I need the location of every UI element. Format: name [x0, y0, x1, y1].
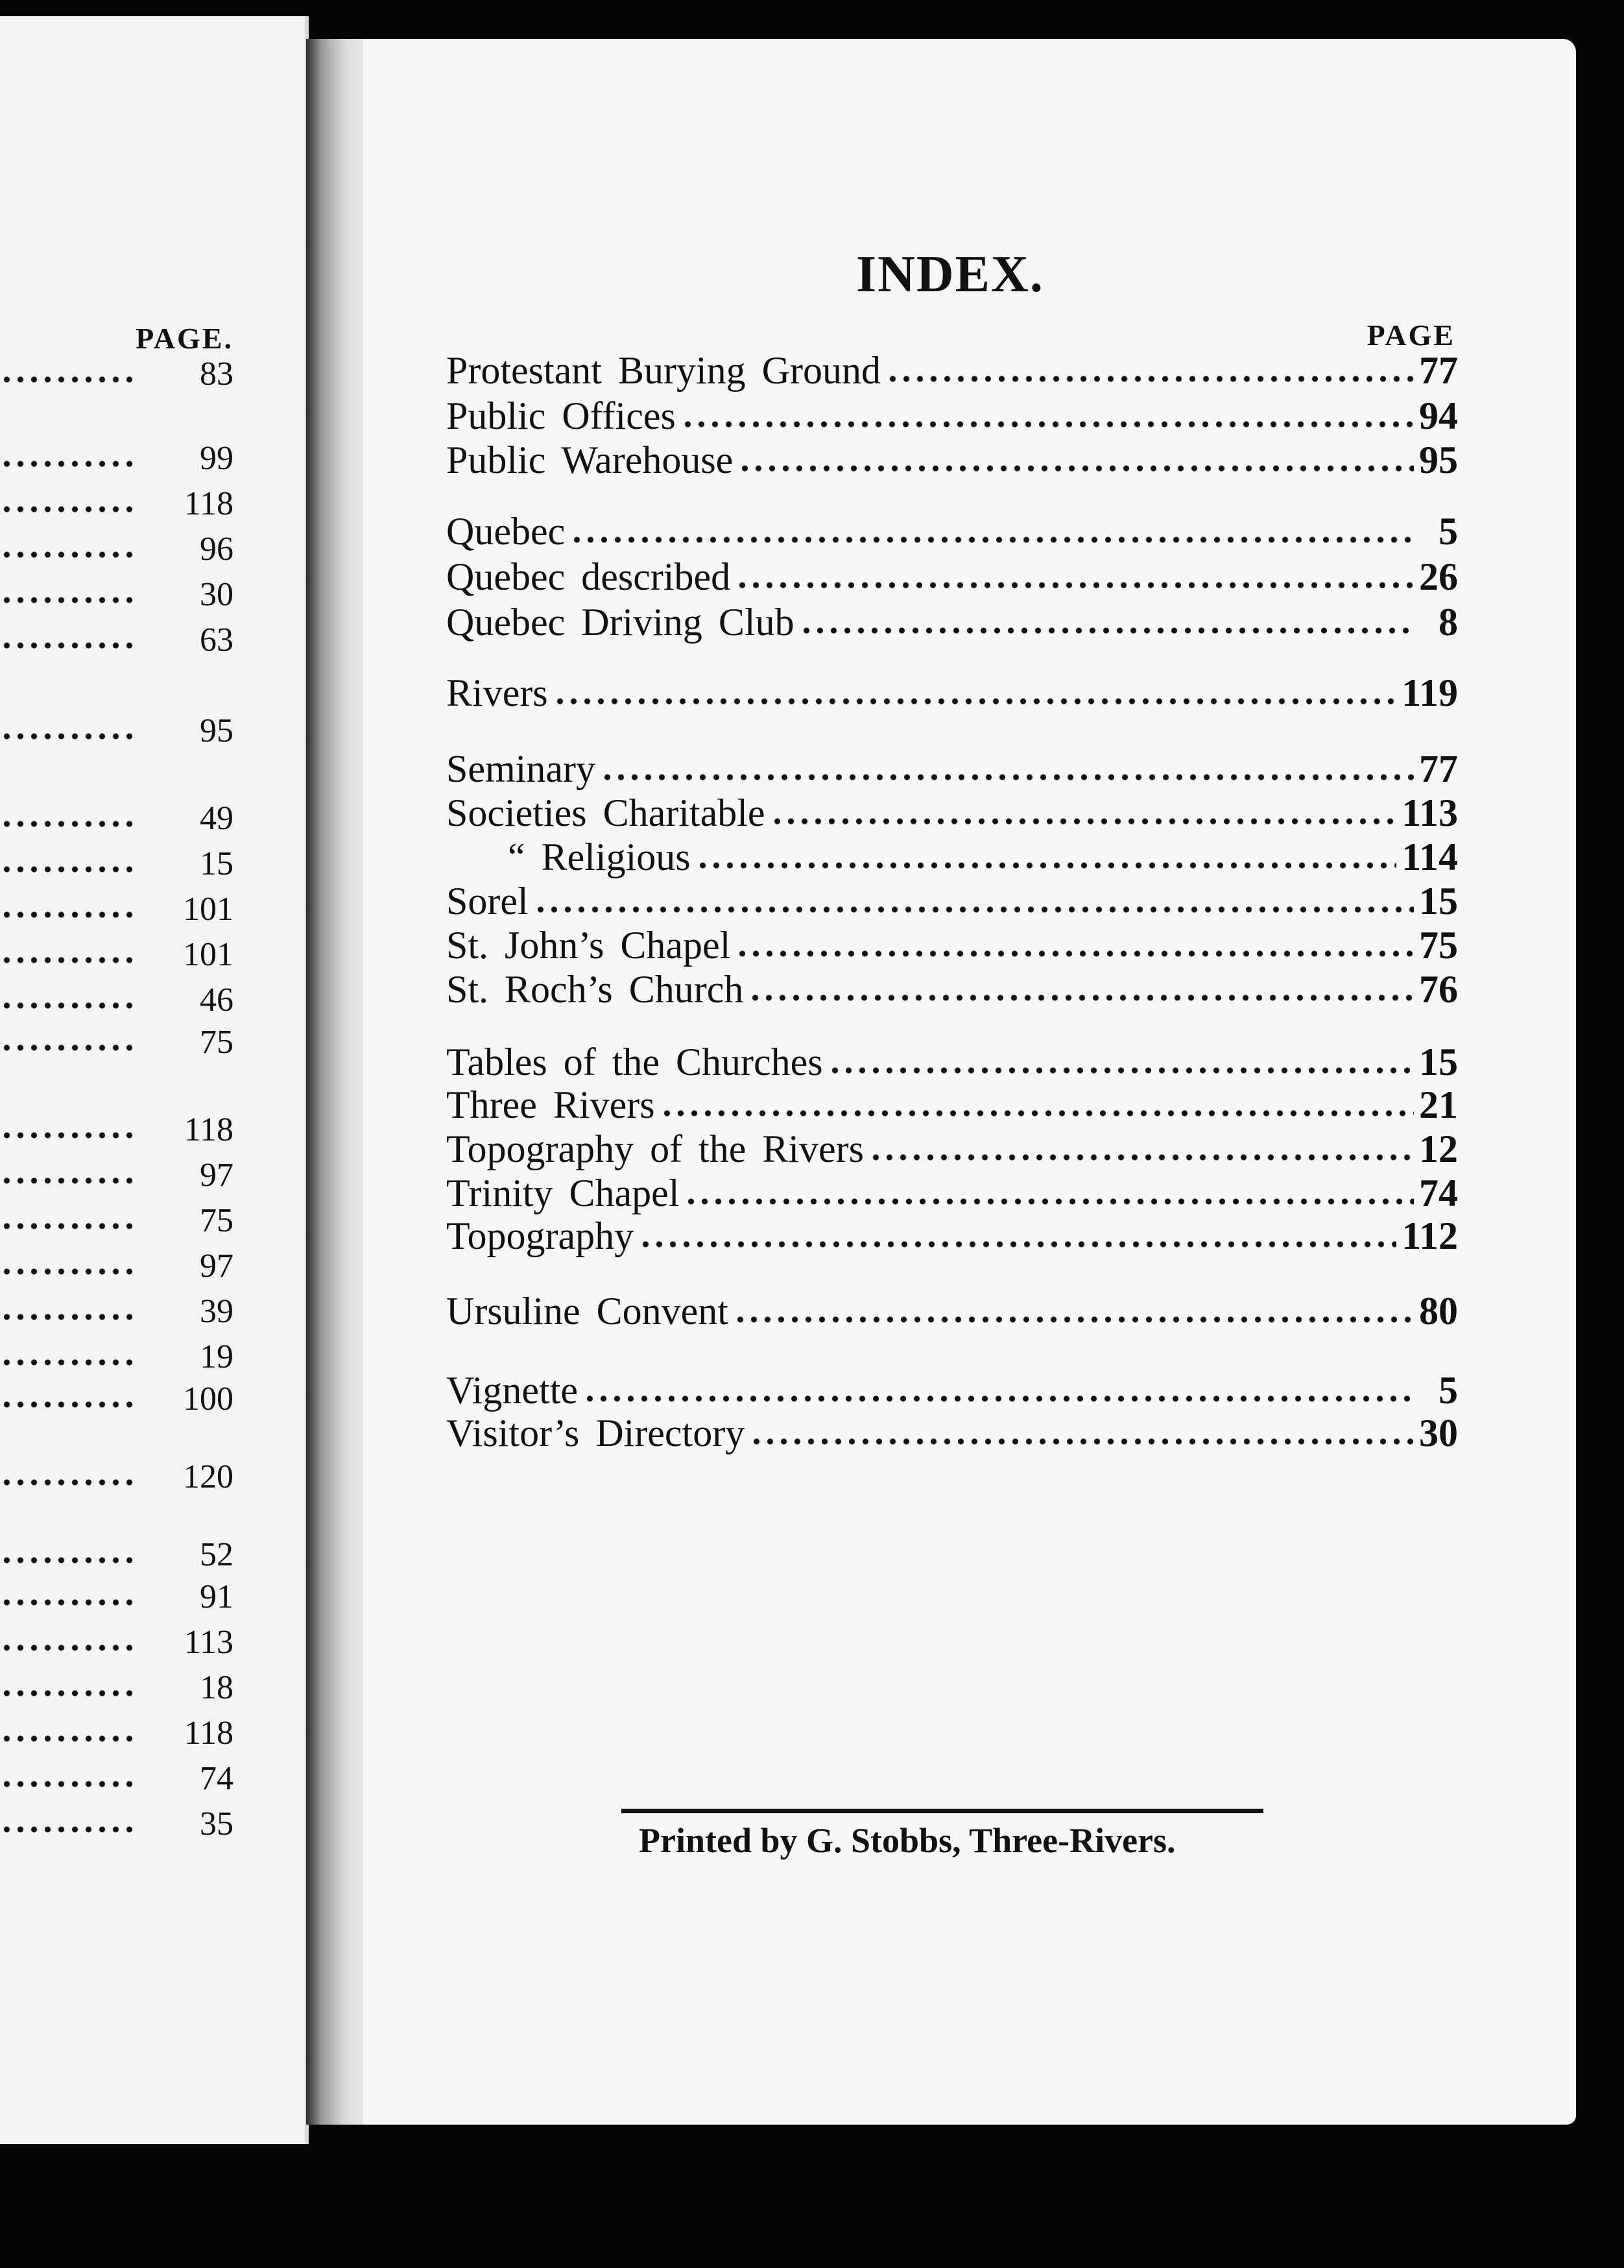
left-index-row [0, 1667, 233, 1709]
dot-leader [738, 464, 1414, 472]
left-entry-page: 118 [184, 1111, 233, 1148]
dot-leader [750, 1438, 1414, 1445]
left-entry-page: 19 [200, 1338, 233, 1375]
dot-leader [639, 1240, 1396, 1248]
index-entry [446, 880, 1458, 923]
dot-leader [0, 642, 139, 649]
entry-label: Public Warehouse [446, 439, 734, 481]
left-entry-page: 97 [200, 1248, 233, 1285]
left-index-row [0, 1622, 233, 1663]
entry-page: 77 [1419, 349, 1458, 392]
dot-leader [0, 505, 139, 513]
left-entry-page: 63 [200, 621, 233, 658]
entry-page: 75 [1419, 924, 1458, 967]
dot-leader [0, 1826, 139, 1833]
index-entry [446, 439, 1458, 481]
entry-page: 5 [1439, 1369, 1458, 1412]
dot-leader [0, 1735, 139, 1743]
entry-page: 95 [1419, 439, 1458, 481]
entry-label: Trinity Chapel [446, 1172, 680, 1214]
dot-leader [684, 1198, 1414, 1205]
left-index-row [0, 1534, 233, 1576]
left-entry-page: 118 [184, 485, 233, 522]
index-entry [446, 791, 1458, 834]
dot-leader [0, 551, 139, 559]
entry-page: 76 [1419, 968, 1458, 1011]
left-entry-page: 120 [183, 1458, 233, 1495]
entry-label: Ursuline Convent [446, 1290, 728, 1333]
left-entry-page: 91 [200, 1578, 233, 1615]
left-entry-page: 74 [200, 1760, 233, 1797]
left-entry-page: 83 [200, 356, 233, 392]
entry-label: Tables of the Churches [446, 1041, 823, 1083]
dot-leader [0, 376, 139, 383]
entry-page: 119 [1402, 671, 1458, 714]
entry-page: 15 [1419, 880, 1458, 923]
entry-page: 77 [1419, 747, 1458, 790]
left-index-row [0, 1109, 233, 1151]
entry-page: 26 [1419, 555, 1458, 598]
entry-page: 15 [1419, 1041, 1458, 1083]
entry-page: 113 [1402, 791, 1458, 834]
printer-imprint: Printed by G. Stobbs, Three-Rivers. [639, 1821, 1176, 1860]
entry-label: Topography [446, 1214, 634, 1257]
entry-label: Topography of the Rivers [446, 1128, 865, 1170]
dot-leader [0, 1002, 139, 1009]
dot-leader [0, 1268, 139, 1275]
index-entry [446, 1214, 1458, 1257]
left-entry-page: 113 [184, 1624, 233, 1661]
left-index-row [0, 1155, 233, 1196]
left-index-row [0, 620, 233, 661]
dot-leader [534, 906, 1414, 913]
left-entry-page: 46 [200, 982, 233, 1019]
index-entry [446, 1369, 1458, 1412]
entry-label: Rivers [446, 671, 548, 714]
entry-label: Three Rivers [446, 1083, 655, 1126]
left-index-row [0, 1456, 233, 1498]
dot-leader [696, 862, 1397, 869]
dot-leader [0, 865, 139, 873]
page-column-heading: PAGE [1367, 319, 1455, 352]
entry-page: 21 [1419, 1083, 1458, 1126]
left-entry-page: 100 [183, 1381, 233, 1418]
dot-leader [828, 1067, 1414, 1074]
entry-label: Public Offices [446, 394, 676, 437]
entry-page: 74 [1419, 1172, 1458, 1214]
dot-leader [0, 1780, 139, 1788]
index-entry [446, 1128, 1458, 1170]
entry-label: St. John’s Chapel [446, 924, 731, 967]
index-entry [446, 968, 1458, 1011]
dot-leader [0, 1222, 139, 1230]
entry-page: 5 [1439, 510, 1458, 553]
dot-leader [0, 1044, 139, 1052]
index-entry [446, 601, 1458, 644]
left-entry-page: 30 [200, 576, 233, 613]
dot-leader [0, 1358, 139, 1366]
index-entry [446, 836, 1458, 878]
entry-label: Seminary [446, 747, 595, 790]
left-index-row [0, 354, 233, 395]
left-entry-page: 15 [200, 845, 233, 882]
index-entry [446, 394, 1458, 437]
left-index-row [0, 1022, 233, 1063]
left-entry-page: 99 [200, 440, 233, 477]
index-entry [446, 924, 1458, 967]
dot-leader [0, 1313, 139, 1321]
left-page [0, 16, 309, 2144]
dot-leader [0, 732, 139, 740]
entry-label: Visitor’s Directory [446, 1412, 745, 1454]
entry-page: 8 [1439, 601, 1458, 644]
dot-leader [0, 460, 139, 468]
index-title: INDEX. [856, 246, 1044, 303]
dot-leader [770, 817, 1397, 825]
entry-label: St. Roch’s Church [446, 968, 744, 1011]
left-index-row [0, 529, 233, 570]
dot-leader [0, 956, 139, 964]
entry-label: Quebec [446, 510, 566, 553]
left-index-row [0, 1379, 233, 1420]
index-entry [446, 1290, 1458, 1333]
left-index-row [0, 1804, 233, 1845]
index-entry [446, 349, 1458, 392]
entry-label: Quebec described [446, 555, 731, 598]
dot-leader [0, 1177, 139, 1185]
left-entry-page: 52 [200, 1536, 233, 1573]
entry-label: Protestant Burying Ground [446, 349, 881, 392]
dot-leader [0, 596, 139, 604]
dot-leader [734, 1316, 1414, 1323]
dot-leader [601, 773, 1414, 781]
left-index-row [0, 574, 233, 616]
entry-label: Vignette [446, 1369, 578, 1412]
dot-leader [0, 1131, 139, 1139]
imprint-rule [621, 1809, 1263, 1813]
dot-leader [0, 820, 139, 828]
dot-leader [800, 627, 1414, 634]
index-entry [446, 1172, 1458, 1214]
left-entry-page: 95 [200, 712, 233, 749]
left-entry-page: 49 [200, 800, 233, 837]
left-index-row [0, 980, 233, 1021]
entry-page: 12 [1419, 1128, 1458, 1170]
left-index-row [0, 843, 233, 885]
dot-leader [0, 1401, 139, 1408]
dot-leader [570, 536, 1414, 544]
dot-leader [869, 1153, 1414, 1161]
left-index-row [0, 934, 233, 976]
left-index-row [0, 438, 233, 479]
entry-page: 30 [1419, 1412, 1458, 1454]
left-entry-page: 97 [200, 1157, 233, 1194]
left-index-row [0, 1246, 233, 1287]
entry-page: 112 [1402, 1214, 1458, 1257]
index-entry [446, 510, 1458, 553]
left-index-row [0, 483, 233, 525]
entry-label: “ Religious [508, 836, 691, 878]
dot-leader [0, 1598, 139, 1606]
left-index-row [0, 1576, 233, 1618]
index-entry [446, 1412, 1458, 1454]
entry-page: 80 [1419, 1290, 1458, 1333]
dot-leader [660, 1109, 1414, 1117]
dot-leader [583, 1395, 1414, 1403]
left-index-row [0, 889, 233, 930]
left-index-row [0, 798, 233, 839]
dot-leader [0, 1644, 139, 1652]
index-entry [446, 1083, 1458, 1126]
entry-label: Societies Charitable [446, 791, 765, 834]
entry-label: Sorel [446, 880, 529, 923]
left-entry-page: 18 [200, 1669, 233, 1706]
left-page-heading: PAGE. [136, 322, 233, 355]
index-entry [446, 671, 1458, 714]
left-index-row [0, 710, 233, 752]
left-index-row [0, 1291, 233, 1333]
left-index-row [0, 1200, 233, 1242]
dot-leader [681, 420, 1414, 428]
left-entry-page: 101 [183, 936, 233, 973]
left-entry-page: 101 [183, 891, 233, 928]
left-entry-page: 118 [184, 1715, 233, 1752]
left-entry-page: 75 [200, 1202, 233, 1239]
left-entry-page: 39 [200, 1293, 233, 1330]
dot-leader [0, 1478, 139, 1486]
index-entry [446, 555, 1458, 598]
dot-leader [886, 375, 1414, 383]
left-index-row [0, 1336, 233, 1378]
left-entry-page: 75 [200, 1024, 233, 1061]
entry-page: 114 [1402, 836, 1458, 878]
dot-leader [748, 994, 1414, 1002]
left-entry-page: 35 [200, 1805, 233, 1842]
dot-leader [0, 1689, 139, 1697]
dot-leader [735, 950, 1414, 958]
dot-leader [0, 911, 139, 919]
dot-leader [553, 697, 1397, 705]
index-entry [446, 1041, 1458, 1083]
left-entry-page: 96 [200, 531, 233, 568]
left-index-row [0, 1758, 233, 1800]
dot-leader [735, 581, 1414, 589]
entry-page: 94 [1419, 394, 1458, 437]
dot-leader [0, 1556, 139, 1564]
index-entry [446, 747, 1458, 790]
entry-label: Quebec Driving Club [446, 601, 794, 644]
left-index-row [0, 1713, 233, 1754]
